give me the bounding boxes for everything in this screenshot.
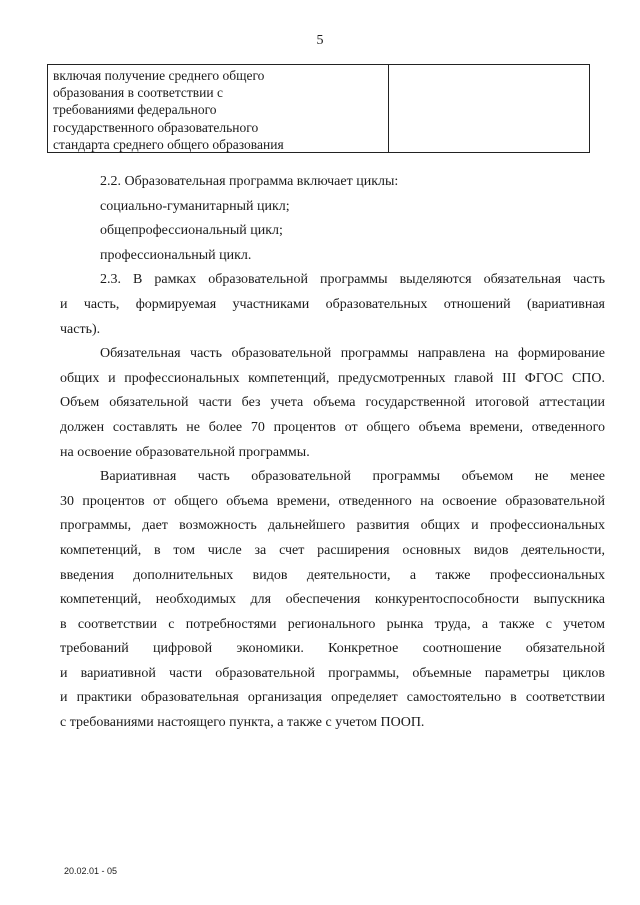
- requirements-table: [47, 64, 590, 153]
- body-line: введения дополнительных видов деятельности, а также профессиональных: [60, 567, 605, 583]
- body-line: должен составлять не более 70 процентов от общего объема времени, отведенного: [60, 419, 605, 435]
- body-line: Объем обязательной части без учета объема государственной итоговой аттестации: [60, 395, 605, 411]
- table-line: государственного образовательного: [53, 119, 259, 135]
- body-line: Обязательная часть образовательной программы направлена на формирование: [100, 346, 605, 362]
- table-line: стандарта среднего общего образования: [53, 136, 284, 152]
- body-line: часть).: [60, 321, 101, 337]
- body-line: и практики образовательная организация определяет самостоятельно в соответствии: [60, 690, 605, 706]
- table-cell-left: [48, 65, 389, 152]
- body-line: программы, дает возможность дальнейшего развития общих и профессиональных: [60, 518, 605, 534]
- body-line: и часть, формируемая участниками образовательных отношений (вариативная: [60, 296, 605, 312]
- body-line: 2.2. Образовательная программа включает циклы:: [100, 174, 399, 189]
- body-line: компетенций, в том числе за счет расширения основных видов деятельности,: [60, 542, 605, 558]
- body-line: требований цифровой экономики. Конкретное соотношение обязательной: [60, 641, 605, 657]
- body-line: на освоение образовательной программы.: [60, 444, 310, 460]
- body-line: компетенций, необходимых для обеспечения конкурентоспособности выпускника: [60, 592, 605, 608]
- body-line: Вариативная часть образовательной программы объемом не менее: [100, 469, 605, 485]
- body-line: социально-гуманитарный цикл;: [100, 198, 290, 214]
- footer-code: 20.02.01 - 05: [64, 866, 118, 876]
- body-line: в соответствии с потребностями регионального рынка труда, а также с учетом: [60, 616, 605, 632]
- body-line: и вариативной части образовательной программы, объемные параметры циклов: [60, 665, 605, 681]
- table-line: требованиями федерального: [53, 102, 217, 118]
- body-line: профессиональный цикл.: [100, 247, 252, 263]
- document-body: [60, 170, 605, 736]
- body-line: 2.3. В рамках образовательной программы выделяются обязательная часть: [100, 272, 605, 288]
- table-line: включая получение среднего общего: [53, 68, 265, 83]
- body-line: общих и профессиональных компетенций, предусмотренных главой III ФГОС СПО.: [60, 370, 605, 386]
- body-line: общепрофессиональный цикл;: [100, 223, 283, 239]
- body-line: с требованиями настоящего пункта, а также с учетом ПООП.: [60, 715, 425, 731]
- page-number: 5: [316, 33, 324, 48]
- table-line: образования в соответствии с: [53, 85, 223, 101]
- table-cell-right: [389, 65, 589, 152]
- body-line: 30 процентов от общего объема времени, отведенного на освоение образовательной: [60, 493, 605, 509]
